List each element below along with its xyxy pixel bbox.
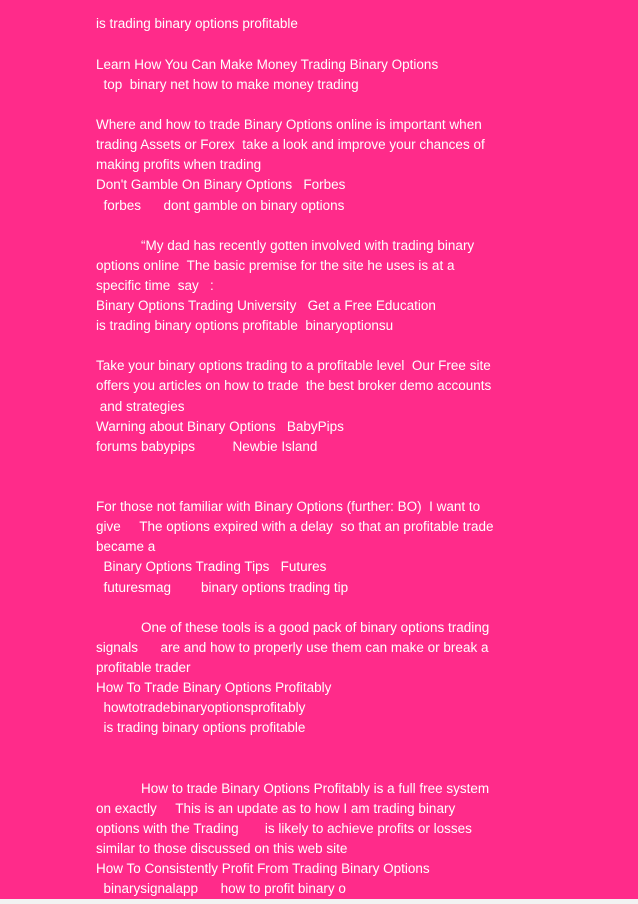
text-line: binarysignalapp how to profit binary o <box>96 881 346 896</box>
text-line: is trading binary options profitable binaryoptionsu <box>96 318 394 333</box>
text-line: signals are and how to properly use them can make or break a <box>96 640 489 655</box>
page-bottom-edge <box>0 899 638 904</box>
text-line: futuresmag binary options trading tip <box>96 580 349 595</box>
text-line: Take your binary options trading to a profitable level Our Free site <box>96 358 491 373</box>
text-line: How To Consistently Profit From Trading Binary Options <box>96 861 430 876</box>
text-line: is trading binary options profitable <box>96 720 306 735</box>
text-line: Binary Options Trading University Get a Free Education <box>96 298 436 313</box>
text-line: top binary net how to make money trading <box>96 77 359 92</box>
text-line: options with the Trading is likely to achieve profits or losses <box>96 821 472 836</box>
text-line: making profits when trading <box>96 157 262 172</box>
text-line: offers you articles on how to trade the best broker demo accounts <box>96 378 492 393</box>
text-line: is trading binary options profitable <box>96 16 298 31</box>
text-line: Where and how to trade Binary Options online is important when <box>96 117 482 132</box>
text-line: How To Trade Binary Options Profitably <box>96 680 332 695</box>
text-line: “My dad has recently gotten involved with trading binary <box>96 238 475 253</box>
text-line: became a <box>96 539 156 554</box>
text-line: and strategies <box>96 399 185 414</box>
text-line: How to trade Binary Options Profitably is a full free system <box>96 781 490 796</box>
text-line: Warning about Binary Options BabyPips <box>96 419 344 434</box>
text-line: options online The basic premise for the site he uses is at a <box>96 258 455 273</box>
text-line: Binary Options Trading Tips Futures <box>96 559 327 574</box>
text-line: similar to those discussed on this web site <box>96 841 348 856</box>
text-line: profitable trader <box>96 660 191 675</box>
text-line: Don't Gamble On Binary Options Forbes <box>96 177 346 192</box>
text-line: forbes dont gamble on binary options <box>96 198 345 213</box>
text-line: forums babypips Newbie Island <box>96 439 318 454</box>
text-line: One of these tools is a good pack of binary options trading <box>96 620 490 635</box>
text-line: on exactly This is an update as to how I am trading binary <box>96 801 456 816</box>
text-line: For those not familiar with Binary Options (further: BO) I want to <box>96 499 481 514</box>
text-line: howtotradebinaryoptionsprofitably <box>96 700 306 715</box>
text-line: give The options expired with a delay so that an profitable trade <box>96 519 494 534</box>
text-line: Learn How You Can Make Money Trading Binary Options <box>96 57 439 72</box>
text-line: trading Assets or Forex take a look and improve your chances of <box>96 137 485 152</box>
text-line: specific time say : <box>96 278 214 293</box>
